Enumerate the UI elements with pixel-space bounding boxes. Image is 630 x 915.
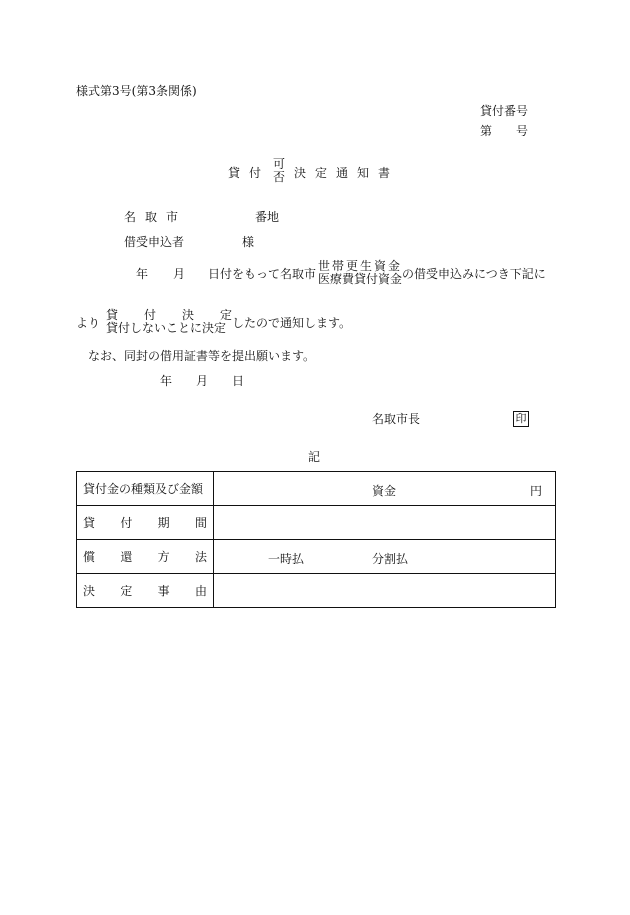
decide-char-4: 定 [219,308,232,322]
date-day: 日 [232,374,245,388]
label-char: 法 [194,550,207,564]
label-char: 決 [83,584,96,598]
fund-choice-lower: 医療費貸付資金 [318,272,403,286]
row-label-amount [77,472,214,506]
title-part1: 貸付 [228,166,271,180]
fund-label: 資金 [372,484,397,498]
row-value-reason [214,574,556,608]
table-row [77,472,556,506]
row-label-amount-text: 貸付金の種類及び金額 [83,482,204,496]
row-value-amount [214,472,556,506]
label-char: 定 [120,584,133,598]
label-char: 事 [157,584,170,598]
date-month: 月 [196,374,209,388]
yen-label: 円 [530,484,543,498]
label-char: 期 [157,516,170,530]
title-choice [273,158,285,184]
body-month: 月 [173,267,186,281]
body-date-text: 日付をもって名取市 [208,267,317,281]
form-number: 様式第3号(第3条関係) [76,84,197,98]
label-char: 方 [157,550,170,564]
table-row [77,506,556,540]
fund-choice [318,260,402,286]
label-char: 貸 [83,516,96,530]
body-apply-text: の借受申込みにつき下記に [402,267,546,281]
label-char: 償 [83,550,96,564]
body-note: なお、同封の借用証書等を提出願います。 [88,349,316,363]
loan-number-label: 貸付番号 [480,104,529,118]
title-choice-lower: 否 [273,170,286,184]
address-banchi: 番地 [255,210,280,224]
seal-mark: 印 [513,411,529,427]
decide-char-2: 付 [143,308,156,322]
label-char: 間 [194,516,207,530]
title-choice-upper: 可 [273,157,286,171]
lump-sum-option: 一時払 [268,552,305,566]
table-row [77,540,556,574]
body-notify-text: したので通知します。 [232,316,352,330]
date-year: 年 [160,374,173,388]
body-year: 年 [136,267,149,281]
label-char: 付 [120,516,133,530]
applicant-honorific: 様 [242,235,255,249]
row-label-period [77,506,214,540]
label-char: 還 [120,550,133,564]
body-yori: より [76,316,101,330]
decide-choice [106,309,232,335]
loan-number-prefix: 第 [480,124,493,138]
fund-choice-upper: 世帯更生資金 [318,259,403,273]
title-part2: 決定通知書 [294,166,400,180]
label-char: 由 [194,584,207,598]
ki-heading: 記 [308,450,321,464]
row-value-period [214,506,556,540]
decide-char-1: 貸 [106,308,119,322]
row-label-repayment [77,540,214,574]
table-row [77,574,556,608]
row-value-repayment [214,540,556,574]
installment-option: 分割払 [372,552,409,566]
loan-details-table [76,471,556,608]
applicant-label: 借受申込者 [124,235,185,249]
decide-choice-lower: 貸付しないことに決定 [106,321,227,335]
mayor-title: 名取市長 [372,412,421,426]
loan-number-suffix: 号 [516,124,529,138]
address-city: 名取市 [124,210,188,224]
row-label-reason [77,574,214,608]
decide-char-3: 決 [181,308,194,322]
